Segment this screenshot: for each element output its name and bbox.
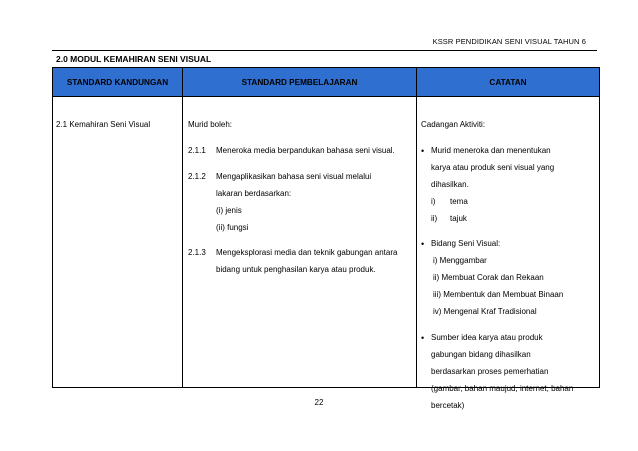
item-number: 2.1.2 [188, 172, 206, 181]
sub-item-number: i) [431, 197, 436, 206]
catatan-intro: Cadangan Aktiviti: [421, 120, 486, 129]
bullet-text: berdasarkan proses pemerhatian [431, 367, 549, 376]
list-item: iv) Mengenal Kraf Tradisional [433, 307, 537, 316]
sub-item-number: ii) [431, 214, 438, 223]
bullet-icon: • [421, 239, 425, 249]
table-header-row [53, 68, 600, 97]
item-text: bidang untuk penghasilan karya atau produk. [216, 265, 376, 274]
bullet-text: Bidang Seni Visual: [431, 239, 501, 248]
bullet-text: Sumber idea karya atau produk [431, 333, 543, 342]
sub-item: (i) jenis [216, 206, 242, 215]
kandungan-text: 2.1 Kemahiran Seni Visual [56, 120, 151, 129]
cell-pembelajaran [183, 97, 417, 388]
sub-item: (ii) fungsi [216, 223, 249, 232]
list-item: iii) Membentuk dan Membuat Binaan [433, 290, 564, 299]
item-number: 2.1.1 [188, 146, 206, 155]
item-text: Meneroka media berpandukan bahasa seni visual. [216, 146, 395, 155]
bullet-text: gabungan bidang dihasilkan [431, 350, 531, 359]
sub-item-text: tema [450, 197, 468, 206]
list-item: i) Menggambar [433, 256, 487, 265]
item-text: Mengaplikasikan bahasa seni visual melalui [216, 172, 372, 181]
section-title: 2.0 MODUL KEMAHIRAN SENI VISUAL [56, 54, 212, 64]
item-number: 2.1.3 [188, 248, 206, 257]
pembelajaran-intro: Murid boleh: [188, 120, 233, 129]
cell-kandungan [53, 97, 183, 388]
page-number: 22 [314, 398, 324, 407]
header-rule [52, 50, 597, 51]
bullet-text: bercetak) [431, 401, 465, 410]
cell-catatan [417, 97, 600, 410]
page-header: KSSR PENDIDIKAN SENI VISUAL TAHUN 6 [432, 37, 586, 46]
bullet-text: dihasilkan. [431, 180, 469, 189]
list-item: ii) Membuat Corak dan Rekaan [433, 273, 544, 282]
bullet-text: karya atau produk seni visual yang [431, 163, 555, 172]
table-row [53, 97, 600, 388]
bullet-icon: • [421, 333, 425, 343]
bullet-text: (gambar, bahan maujud, internet, bahan [431, 384, 574, 393]
header-catatan: CATATAN [417, 68, 600, 97]
sub-item-text: tajuk [450, 214, 467, 223]
header-standard-pembelajaran: STANDARD PEMBELAJARAN [183, 68, 417, 97]
item-text: lakaran berdasarkan: [216, 189, 292, 198]
bullet-icon: • [421, 146, 425, 156]
bullet-text: Murid meneroka dan menentukan [431, 146, 551, 155]
header-standard-kandungan: STANDARD KANDUNGAN [53, 68, 183, 97]
item-text: Mengeksplorasi media dan teknik gabungan antara [216, 248, 398, 257]
